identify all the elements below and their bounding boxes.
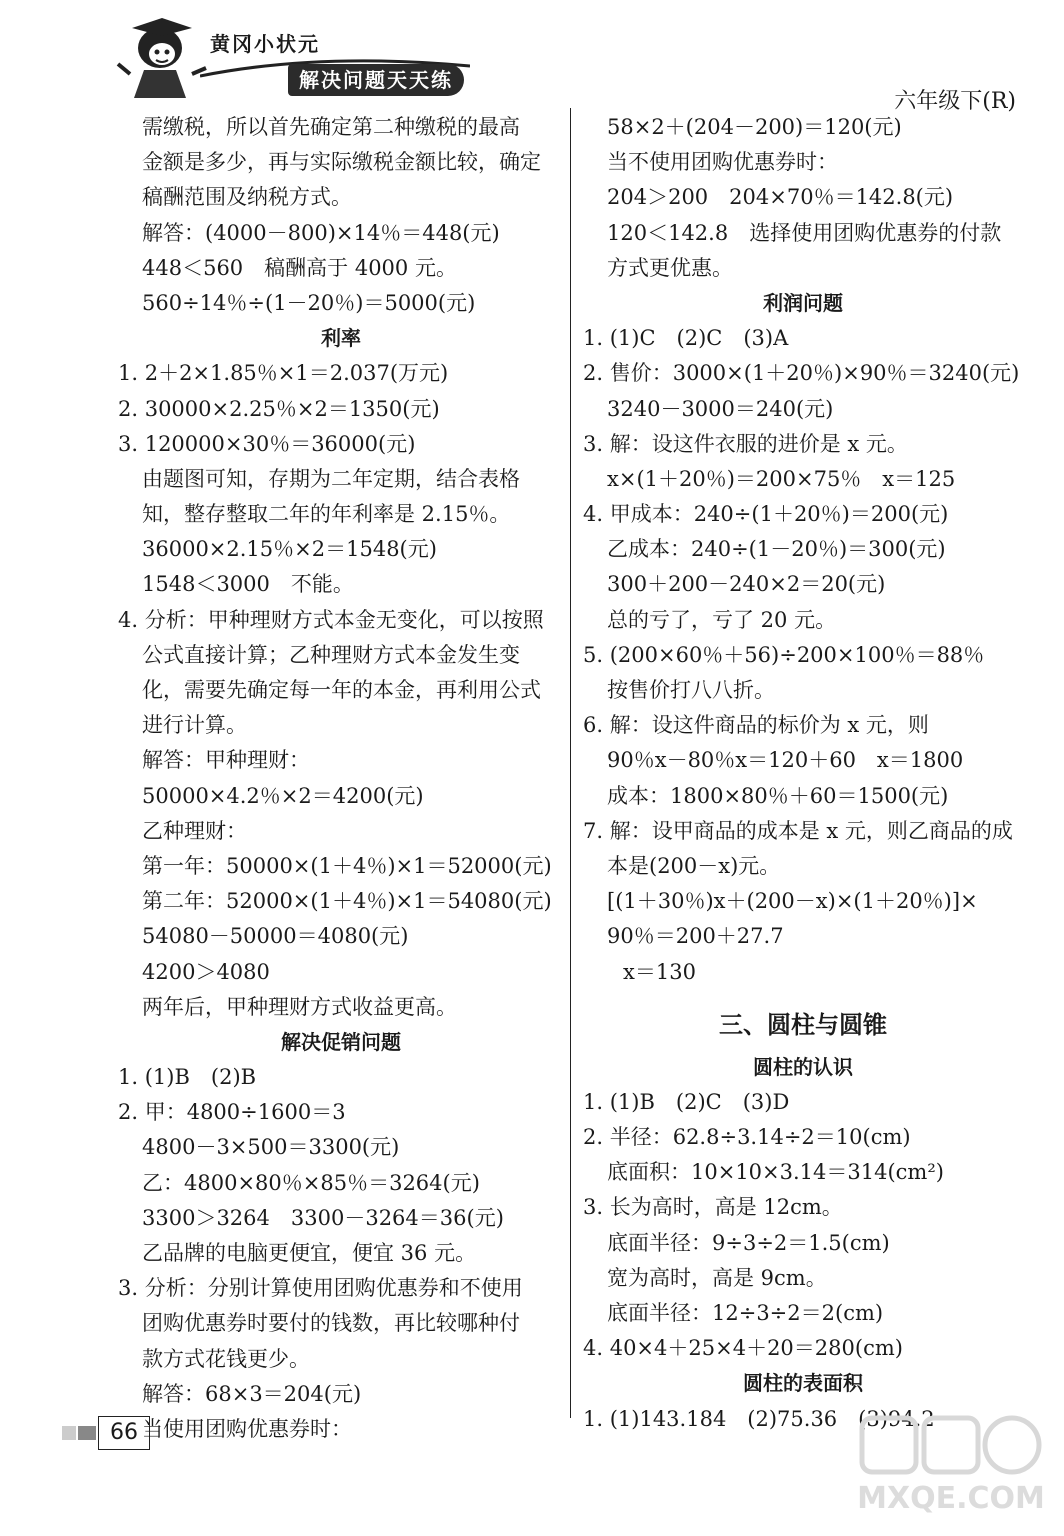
page-number: 66 — [98, 1416, 150, 1450]
answer-line: 1. 2＋2×1.85％×1＝2.037(万元) — [118, 361, 449, 386]
answer-line: 204＞200 204×70％＝142.8(元) — [607, 185, 954, 210]
text-line: 解答：(4000－800)×14％＝448(元) — [142, 220, 500, 245]
answer-line: 2. 售价：3000×(1＋20％)×90％＝3240(元) — [583, 361, 1020, 386]
answer-line: 6. 解：设这件商品的标价为 x 元，则 — [583, 713, 929, 738]
grade-label: 六年级下(R) — [894, 89, 1016, 114]
answer-line: 团购优惠券时要付的钱数，再比较哪种付 — [142, 1311, 520, 1336]
answer-line: 当使用团购优惠券时： — [142, 1416, 352, 1441]
answer-line: 3. 120000×30％＝36000(元) — [118, 431, 416, 456]
answer-line: 4. 甲成本：240÷(1＋20％)＝200(元) — [583, 502, 949, 527]
answer-line: 底面半径：9÷3÷2＝1.5(cm) — [607, 1230, 890, 1255]
answer-line: 50000×4.2％×2＝4200(元) — [142, 783, 424, 808]
text-line: 560÷14％÷(1－20％)＝5000(元) — [142, 290, 476, 315]
answer-line: 1. (1)B (2)C (3)D — [583, 1089, 790, 1114]
answer-line: 2. 30000×2.25％×2＝1350(元) — [118, 396, 440, 421]
answer-line: 进行计算。 — [142, 713, 247, 738]
series-banner: 解决问题天天练 — [288, 64, 464, 96]
left-column — [118, 110, 564, 1447]
answer-line: 款方式花钱更少。 — [142, 1346, 310, 1371]
answer-line: 按售价打八八折。 — [607, 678, 775, 702]
answer-line: 58×2＋(204－200)＝120(元) — [607, 115, 902, 139]
text-line: 448＜560 稿酬高于 4000 元。 — [142, 255, 457, 280]
answer-line: 3. 分析：分别计算使用团购优惠券和不使用 — [118, 1276, 523, 1301]
answer-line: 4. 分析：甲种理财方式本金无变化，可以按照 — [118, 607, 544, 632]
answer-line: 4800－3×500＝3300(元) — [142, 1135, 400, 1160]
answer-line: 1. (1)143.184 (2)75.36 (3)94.2 — [583, 1406, 935, 1431]
svg-text:MXQE.COM: MXQE.COM — [857, 1481, 1045, 1516]
answer-line: 3. 解：设这件衣服的进价是 x 元。 — [583, 431, 908, 456]
answer-line: 乙：4800×80％×85％＝3264(元) — [142, 1170, 480, 1195]
answer-line: 本是(200－x)元。 — [607, 853, 781, 878]
answer-line: 第一年：50000×(1＋4％)×1＝52000(元) — [142, 853, 552, 878]
answer-line: 7. 解：设甲商品的成本是 x 元，则乙商品的成 — [583, 818, 1013, 843]
answer-line: 乙品牌的电脑更便宜，便宜 36 元。 — [142, 1241, 477, 1265]
answer-line: 总的亏了，亏了 20 元。 — [607, 607, 837, 632]
answer-line: 1. (1)C (2)C (3)A — [583, 326, 789, 351]
answer-line: 4. 40×4＋25×4＋20＝280(cm) — [583, 1336, 903, 1361]
answer-line: 3300＞3264 3300－3264＝36(元) — [142, 1205, 504, 1230]
mascot-logo-icon — [112, 14, 212, 102]
answer-line: 底面半径：12÷3÷2＝2(cm) — [607, 1301, 884, 1325]
answer-line: 1548＜3000 不能。 — [142, 572, 354, 597]
answer-line: 5. (200×60％＋56)÷200×100％＝88％ — [583, 642, 985, 667]
answer-line: 120＜142.8 选择使用团购优惠券的付款 — [607, 220, 1002, 245]
answer-line: 2. 半径：62.8÷3.14÷2＝10(cm) — [583, 1125, 911, 1150]
answer-line: x＝130 — [623, 959, 696, 984]
answer-line: 3. 长为高时，高是 12cm。 — [583, 1195, 843, 1220]
answer-line: 4200＞4080 — [142, 959, 270, 984]
answer-line: 知，整存整取二年的年利率是 2.15％。 — [142, 502, 511, 527]
answer-line: 宽为高时，高是 9cm。 — [607, 1265, 827, 1290]
section-title-cylinder-intro: 圆柱的认识 — [753, 1054, 853, 1079]
answer-line: 解答：68×3＝204(元) — [142, 1381, 362, 1406]
page-header — [0, 0, 1064, 114]
text-line: 稿酬范围及纳税方式。 — [142, 185, 352, 210]
answer-line: 第二年：52000×(1＋4％)×1＝54080(元) — [142, 889, 552, 914]
page-number-box — [62, 1416, 162, 1450]
answer-line: 当不使用团购优惠券时： — [607, 150, 838, 175]
page-marker-dark — [78, 1426, 96, 1440]
answer-line: 底面积：10×10×3.14＝314(cm²) — [607, 1160, 944, 1185]
text-line: 金额是多少，再与实际缴税金额比较，确定 — [142, 150, 541, 175]
brand-name: 黄冈小状元 — [210, 32, 320, 56]
answer-line: 36000×2.15％×2＝1548(元) — [142, 537, 437, 562]
text-line: 需缴税，所以首先确定第二种缴税的最高 — [142, 115, 520, 139]
answer-line: 乙种理财： — [142, 818, 247, 843]
page-marker-light — [62, 1426, 76, 1440]
right-column — [583, 110, 1023, 1437]
section-title-cylinder-surface: 圆柱的表面积 — [743, 1371, 863, 1396]
section-title-interest: 利率 — [321, 326, 361, 351]
column-divider — [570, 108, 571, 1418]
answer-line: 3240－3000＝240(元) — [607, 396, 834, 421]
answer-line: 由题图可知，存期为二年定期，结合表格 — [142, 466, 520, 491]
answer-line: 乙成本：240÷(1－20％)＝300(元) — [607, 537, 946, 562]
answer-line: 成本：1800×80％＋60＝1500(元) — [607, 783, 949, 808]
answer-line: 2. 甲：4800÷1600＝3 — [118, 1100, 346, 1125]
answer-line: 化，需要先确定每一年的本金，再利用公式 — [142, 678, 541, 702]
answer-line: x×(1＋20％)＝200×75％ x＝125 — [607, 466, 956, 491]
answer-line: 1. (1)B (2)B — [118, 1065, 257, 1090]
answer-line: 方式更优惠。 — [607, 255, 733, 280]
chapter-title: 三、圆柱与圆锥 — [719, 1010, 887, 1039]
answer-line: 90％x－80％x＝120＋60 x＝1800 — [607, 748, 964, 773]
watermark-logo — [856, 1412, 1046, 1522]
section-title-profit: 利润问题 — [763, 290, 843, 315]
answer-line: 两年后，甲种理财方式收益更高。 — [142, 994, 457, 1019]
answer-line: [(1＋30％)x＋(200－x)×(1＋20％)]× — [607, 889, 978, 914]
section-title-promotion: 解决促销问题 — [281, 1029, 401, 1054]
answer-line: 54080－50000＝4080(元) — [142, 924, 409, 949]
answer-line: 解答：甲种理财： — [142, 748, 310, 773]
answer-line: 公式直接计算；乙种理财方式本金发生变 — [142, 642, 520, 667]
answer-line: 300＋200－240×2＝20(元) — [607, 572, 886, 597]
answer-line: 90％＝200＋27.7 — [607, 924, 784, 949]
